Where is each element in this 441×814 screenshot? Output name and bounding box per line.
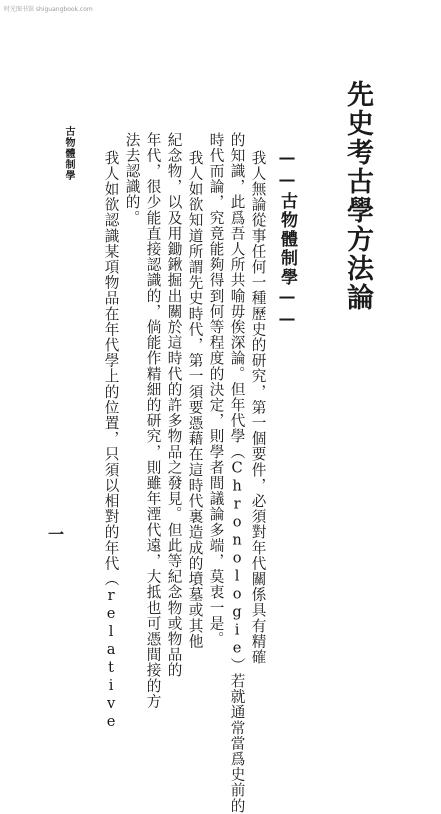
- running-header: 古物體制學: [63, 126, 74, 181]
- body-column-6: 年代，很少能直接認識的，倘能作精細的研究，則雖年湮代遠，大抵也可憑間接的方: [144, 132, 162, 710]
- body-column-1: 我人無論從事任何一種歷史的研究，第一個要件，必須對年代關係具有精確: [249, 150, 267, 665]
- body-column-8: 我人如欲認識某項物品在年代學上的位置，只須以相對的年代（relative: [102, 150, 120, 731]
- page-number: 一: [48, 525, 65, 544]
- body-column-7: 法去認識的。: [123, 132, 141, 226]
- section-heading: ——古物體制學——: [277, 148, 297, 331]
- body-column-5: 紀念物，以及用鋤鍬掘出關於這時代的許多物品之發見。但此等紀念物或物品的: [165, 132, 183, 678]
- page-title: 先史考古學方法論: [342, 80, 373, 312]
- body-column-2: 的知識，此爲吾人所共喻毋俟深論。但年代學（Chronologie）若就通常當爲史前的: [228, 132, 246, 814]
- body-column-3: 時代而論，究竟能夠得到何等程度的決定，則學者間議論多端，莫衷一是。: [207, 132, 225, 647]
- watermark-text: 时光图书馆 shiguangbook.com: [4, 6, 93, 13]
- body-column-4: 我人如欲知道所謂先史時代，第一須要憑藉在這時代裏造成的墳墓或其他: [186, 150, 204, 650]
